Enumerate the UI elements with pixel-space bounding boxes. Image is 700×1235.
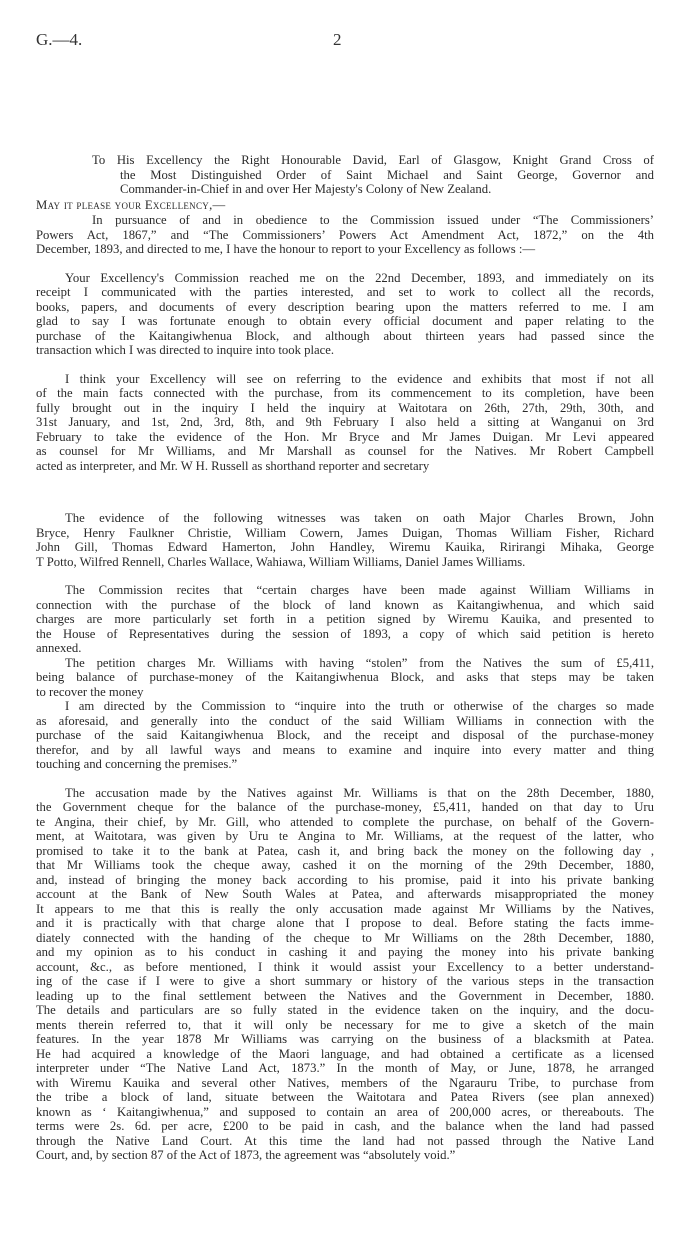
text-line: receipt I communicated with the parties interested, and set to work to collect all the records,: [36, 285, 654, 299]
text-line: the tribe a block of land, situate between the Waitotara and Patea Rivers (see plan annexed): [36, 1090, 654, 1104]
text-line: books, papers, and documents of every description bearing upon the matters referred to me. I am: [36, 299, 654, 314]
text-line: glad to say I was fortunate enough to obtain every official document and paper relating to the: [36, 314, 654, 328]
salutation: May it please your Excellency,—: [36, 198, 226, 212]
text-line: T Potto, Wilfred Rennell, Charles Wallace, Wahiawa, William Williams, Daniel James Williams.: [36, 554, 526, 569]
text-line: I am directed by the Commission to “inquire into the truth or otherwise of the charges so made: [65, 699, 654, 713]
text-line: Bryce, Henry Faulkner Christie, William Cowern, James Duigan, Thomas William Fisher, Richard: [36, 525, 654, 540]
address-line: To His Excellency the Right Honourable David, Earl of Glasgow, Knight Grand Cross of: [92, 153, 654, 167]
address-line: Commander-in-Chief in and over Her Majesty's Colony of New Zealand.: [120, 182, 492, 196]
text-line: known as ‘ Kaitangiwhenua,” and supposed to contain an area of 200,000 acres, or thereabouts. The: [36, 1104, 654, 1119]
text-line: with Wiremu Kauika and several other Natives, members of the Ngarauru Tribe, to purchase from: [36, 1075, 654, 1090]
text-line: therefor, and by all lawful ways and means to examine and inquire into every matter and thing: [36, 742, 654, 757]
text-line: and my opinion as to his conduct in cashing it and paying the money into his private banking: [36, 945, 654, 959]
text-line: December, 1893, and directed to me, I have the honour to report to your Excellency as follows :—: [36, 242, 536, 256]
text-line: as counsel for Mr Williams, and Mr Marshall as counsel for the Natives. Mr Robert Campbell: [36, 444, 654, 458]
text-line: purchase of the Kaitangiwhenua Block, and although about thirteen years had passed since the: [36, 328, 654, 343]
text-line: It appears to me that this is really the only accusation made against Mr Williams by the Natives,: [36, 901, 654, 916]
text-line: The evidence of the following witnesses was taken on oath Major Charles Brown, John: [65, 511, 654, 525]
text-line: The Commission recites that “certain charges have been made against William Williams in: [65, 583, 654, 597]
report-reference: G.—4.: [36, 30, 83, 49]
text-line: connection with the purchase of the block of land known as Kaitangiwhenua, and which said: [36, 597, 654, 612]
page-number: 2: [333, 30, 342, 49]
paragraph: [36, 786, 654, 1163]
text-line: charges are more particularly set forth in a petition signed by Wiremu Kauika, and presented to: [36, 612, 654, 626]
paragraph: [36, 699, 654, 772]
text-line: being balance of purchase-money of the Kaitangiwhenua Block, and asks that steps may be taken: [36, 670, 654, 684]
text-line: that Mr Williams took the cheque away, cashed it on the morning of the 29th December, 1880,: [36, 858, 654, 872]
text-line: In pursuance of and in obedience to the Commission issued under “The Commissioners’: [92, 213, 654, 227]
paragraph: [36, 583, 654, 656]
text-line: leading up to the final settlement between the Natives and the Government in December, 1880.: [36, 988, 654, 1003]
text-line: terms were 2s. 6d. per acre, £200 to be paid in cash, and the balance when the land had passed: [36, 1119, 654, 1133]
address-block: [36, 153, 654, 197]
text-line: features. In the year 1878 Mr Williams was carrying on the business of a blacksmith at Patea.: [36, 1032, 654, 1046]
text-line: as aforesaid, and generally into the conduct of the said William Williams in connection with the: [36, 713, 654, 728]
text-line: to recover the money: [36, 684, 144, 699]
paragraph: [36, 271, 654, 358]
text-line: ment, at Waitotara, was given by Uru te Angina to Mr. Williams, at the request of the latter, who: [36, 829, 654, 843]
text-line: The petition charges Mr. Williams with having “stolen” from the Natives the sum of £5,411,: [65, 655, 654, 670]
text-line: te Angina, their chief, by Mr. Gill, who attended to complete the purchase, on behalf of the Govern-: [36, 814, 654, 829]
address-line: the Most Distinguished Order of Saint Michael and Saint George, Governor and: [120, 167, 654, 182]
salutation-block: [36, 198, 654, 213]
text-line: acted as interpreter, and Mr. W H. Russell as shorthand reporter and secretary: [36, 458, 430, 473]
text-line: the House of Representatives during the session of 1893, a copy of which said petition is hereto: [36, 626, 654, 641]
text-line: touching and concerning the premises.”: [36, 757, 238, 771]
text-line: of the main facts connected with the purchase, from its commencement to its completion, have been: [36, 386, 654, 400]
text-line: purchase of the said Kaitangiwhenua Block, and the receipt and disposal of the purchase-money: [36, 728, 654, 742]
text-line: John Gill, Thomas Edward Hamerton, John Handley, Wiremu Kauika, Ririrangi Mihaka, George: [36, 540, 654, 554]
text-line: interpreter under “The Native Land Act, 1873.” In the month of May, or June, 1878, he arranged: [36, 1061, 654, 1075]
text-line: promised to take it to the bank at Patea, cash it, and bring back the money on the following day ,: [36, 843, 654, 858]
text-line: Your Excellency's Commission reached me on the 22nd December, 1893, and immediately on its: [65, 270, 654, 285]
text-line: fully brought out in the inquiry I held the inquiry at Waitotara on 26th, 27th, 29th, 30th, and: [36, 400, 654, 415]
text-line: ments therein referred to, that it will only be necessary for me to give a sketch of the main: [36, 1017, 654, 1032]
text-line: The details and particulars are so fully stated in the evidence taken on the inquiry, and the docu-: [36, 1003, 654, 1017]
text-line: ing of the case if I were to give a short summary or history of the various steps in the transaction: [36, 974, 654, 988]
paragraph: [36, 213, 654, 257]
text-line: Powers Act, 1867,” and “The Commissioners’ Powers Act Amendment Act, 1872,” on the 4th: [36, 227, 654, 242]
text-line: He had acquired a knowledge of the Maori language, and had obtained a certificate as a licensed: [36, 1046, 654, 1061]
text-line: Court, and, by section 87 of the Act of 1873, the agreement was “absolutely void.”: [36, 1148, 456, 1162]
text-line: The accusation made by the Natives against Mr. Williams is that on the 28th December, 1880,: [65, 785, 654, 800]
paragraph: [36, 511, 654, 569]
text-line: 31st January, and 1st, 2nd, 3rd, 8th, and 9th February I also held a sitting at Wanganui on 3rd: [36, 415, 654, 429]
text-line: diately connected with the handing of the cheque to Mr Williams on the 28th December, 1880,: [36, 930, 654, 945]
text-line: through the Native Land Court. At this time the land had not passed through the Native Land: [36, 1133, 654, 1148]
text-line: account, &c., as before mentioned, I think it would assist your Excellency to a better understand-: [36, 959, 654, 974]
text-line: the Government cheque for the balance of the purchase-money, £5,411, handed on that day to Uru: [36, 800, 654, 814]
paragraph: [36, 372, 654, 474]
paragraph: [36, 656, 654, 700]
text-line: and it is practically with that charge alone that I propose to deal. Before stating the facts imme-: [36, 916, 654, 930]
text-line: annexed.: [36, 641, 82, 655]
text-line: transaction which I was directed to inquire into took place.: [36, 343, 335, 357]
text-line: and, instead of bringing the money back according to his promise, paid it into his private banking: [36, 872, 654, 887]
text-line: February to take the evidence of the Hon. Mr Bryce and Mr James Duigan. Mr Levi appeared: [36, 429, 654, 444]
text-line: I think your Excellency will see on referring to the evidence and exhibits that most if not all: [65, 371, 654, 386]
text-line: account at the Bank of New South Wales at Patea, and afterwards misappropriated the money: [36, 887, 654, 901]
